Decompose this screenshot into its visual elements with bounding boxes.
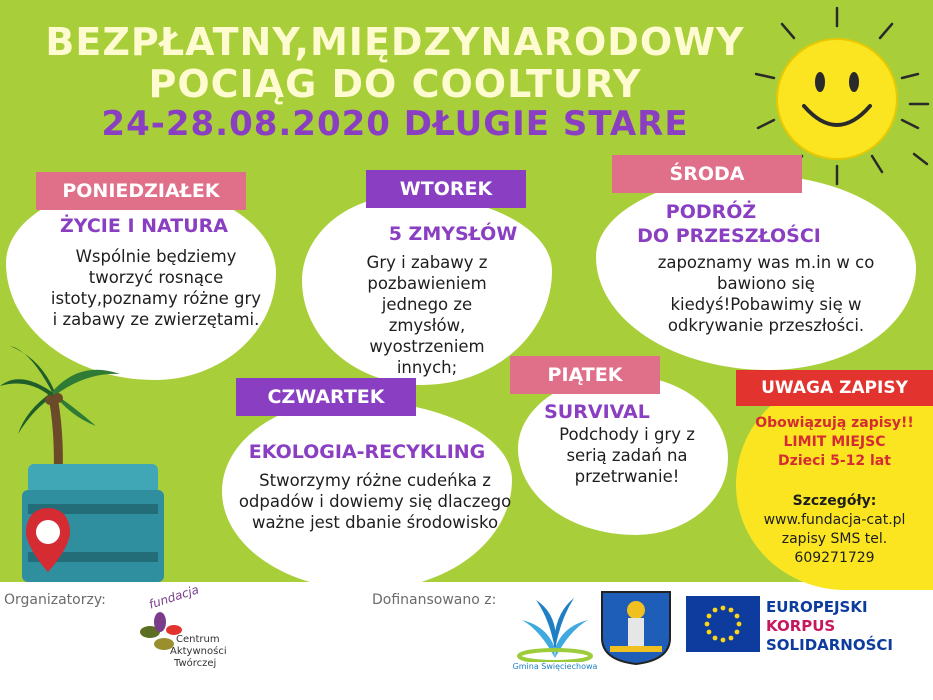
registration-info	[736, 414, 933, 471]
website-link[interactable]: www.fundacja-cat.pl	[763, 512, 906, 528]
phone-number[interactable]: 609271729	[794, 550, 875, 566]
wednesday-heading-2: DO PRZESZŁOŚCI	[637, 225, 821, 247]
registration-line-2: LIMIT MIEJSC	[783, 434, 886, 450]
title-line-1: BEZPŁATNY,MIĘDZYNARODOWY	[45, 20, 745, 64]
details-label: Szczegóły:	[792, 493, 877, 509]
fundacja-logo-name-3: Twórczej	[174, 658, 217, 669]
funded-label: Dofinansowano z:	[372, 592, 497, 608]
friday-heading: SURVIVAL	[544, 401, 650, 423]
monday-tag: PONIEDZIAŁEK	[36, 172, 246, 210]
monday-heading: ŻYCIE I NATURA	[59, 215, 228, 237]
location-pin-icon	[24, 506, 72, 576]
tuesday-text: Gry i zabawy z pozbawieniem jednego ze zmysłów, wyostrzeniem innych;	[366, 253, 488, 377]
organizers-label: Organizatorzy:	[4, 592, 106, 608]
fundacja-logo	[130, 582, 240, 690]
monday-text: Wspólnie będziemy tworzyć rosnące istoty,poznamy różne gry i zabawy ze zwierzętami.	[50, 247, 262, 329]
gmina-logo	[510, 590, 600, 690]
fundacja-logo-word: fundacja	[147, 582, 201, 612]
tuesday-heading: 5 ZMYSŁÓW	[388, 223, 518, 245]
tuesday-tag: WTOREK	[366, 170, 526, 208]
title-line-2: POCIĄG DO COOLTURY	[148, 62, 642, 106]
friday-tag: PIĄTEK	[510, 356, 660, 394]
eu-line-3: SOLIDARNOŚCI	[766, 636, 894, 654]
friday-text: Podchody i gry z serią zadań na przetrwanie!	[559, 425, 695, 486]
eu-corps-logo-text	[766, 598, 893, 655]
eu-flag-icon	[686, 596, 760, 652]
thursday-heading: EKOLOGIA-RECYKLING	[248, 441, 486, 463]
thursday-tag: CZWARTEK	[236, 378, 416, 416]
gmina-logo-text: Gmina Święciechowa	[512, 662, 598, 671]
dates-place: 24-28.08.2020 DŁUGIE STARE	[101, 104, 689, 144]
wednesday-heading-1: PODRÓŻ	[665, 201, 757, 223]
thursday-text: Stworzymy różne cudeńka z odpadów i dowiemy się dlaczego ważne jest dbanie środowisko	[238, 471, 512, 532]
registration-line-1: Obowiązują zapisy!!	[755, 415, 914, 431]
registration-banner: UWAGA ZAPISY	[736, 370, 933, 406]
sms-label: zapisy SMS tel.	[781, 531, 888, 547]
fountain-icon	[510, 590, 600, 662]
wednesday-tag: ŚRODA	[612, 155, 802, 193]
eu-line-1: EUROPEJSKI	[766, 598, 868, 616]
registration-details	[736, 492, 933, 568]
wednesday-text: zapoznamy was m.in w co bawiono się kiedyś!Pobawimy się w odkrywanie przeszłości.	[657, 253, 875, 335]
registration-line-3: Dzieci 5-12 lat	[778, 453, 891, 469]
eu-line-2: KORPUS	[766, 617, 836, 635]
crest-icon	[600, 590, 672, 666]
fundacja-logo-name-2: Aktywności	[170, 646, 227, 657]
fundacja-logo-name-1: Centrum	[176, 634, 220, 645]
